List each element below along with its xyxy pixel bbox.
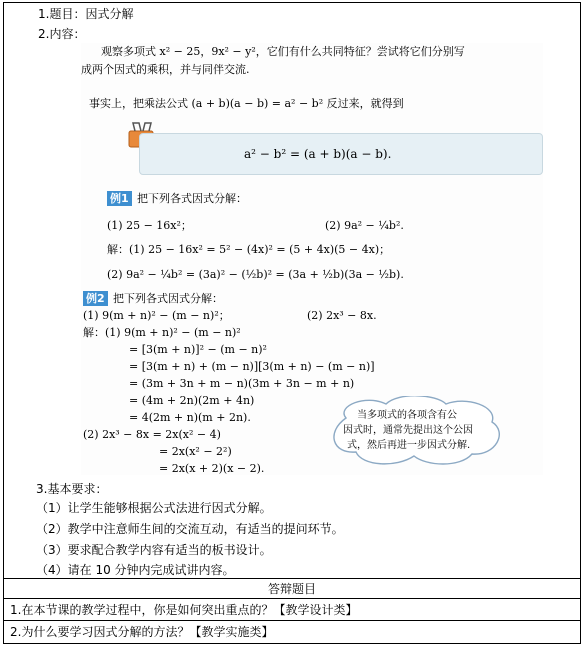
defense-question-1: 1.在本节课的教学过程中，你是如何突出重点的？【教学设计类】	[4, 600, 580, 621]
fact-line: 事实上，把乘法公式 (a + b)(a − b) = a² − b² 反过来，就得到	[89, 97, 404, 110]
formula-box	[139, 133, 543, 175]
example-2-solution-2: = [3(m + n)]² − (m − n)²	[129, 343, 267, 356]
content-label: 2.内容：	[38, 27, 86, 41]
cloud-line-2: 因式时，通常先提出这个公因	[343, 425, 473, 436]
document-table	[3, 2, 581, 644]
example-2-solution-5: = (4m + 2n)(2m + 4n)	[129, 394, 255, 407]
requirement-item: （1）让学生能够根据公式法进行因式分解。	[36, 501, 272, 515]
topic-line: 1.题目：因式分解	[38, 7, 134, 21]
example-1-q1: (1) 25 − 16x²；	[107, 219, 192, 232]
example-2-q1: (1) 9(m + n)² − (m − n)²；	[83, 309, 230, 322]
defense-header: 答辩题目	[4, 580, 580, 599]
example-2-solution-3: = [3(m + n) + (m − n)][3(m + n) − (m − n)]	[129, 360, 375, 373]
requirement-item: （4）请在 10 分钟内完成试讲内容。	[36, 563, 235, 577]
example-1-solution-1: 解：(1) 25 − 16x² = 5² − (4x)² = (5 + 4x)(5 − 4x)；	[107, 243, 391, 256]
example-1-tag: 例1	[107, 191, 132, 206]
example-2-solution-8: = 2x(x² − 2²)	[159, 445, 232, 458]
example-1-title: 把下列各式因式分解：	[137, 192, 247, 205]
example-2-solution-1: 解：(1) 9(m + n)² − (m − n)²	[83, 326, 241, 339]
requirements-title: 3.基本要求：	[36, 482, 108, 496]
requirement-item: （3）要求配合教学内容有适当的板书设计。	[36, 543, 272, 557]
example-1-q2: (2) 9a² − ¼b².	[325, 219, 404, 232]
example-2-solution-7: (2) 2x³ − 8x = 2x(x² − 4)	[83, 428, 221, 441]
cloud-line-1: 当多项式的各项含有公	[357, 410, 457, 421]
requirement-item: （2）教学中注意师生间的交流互动，有适当的提问环节。	[36, 522, 344, 536]
defense-question-2: 2.为什么要学习因式分解的方法？【教学实施类】	[10, 625, 274, 639]
example-2-solution-6: = 4(2m + n)(m + 2n).	[129, 411, 251, 424]
intro-line-1: 观察多项式 x² − 25，9x² − y²，它们有什么共同特征？尝试将它们分别写	[101, 45, 465, 58]
example-2-title: 把下列各式因式分解：	[113, 292, 223, 305]
example-2-solution-4: = (3m + 3n + m − n)(3m + 3n − m + n)	[129, 377, 355, 390]
cloud-line-3: 式，然后再进一步因式分解.	[347, 440, 471, 451]
example-2-q2: (2) 2x³ − 8x.	[307, 309, 377, 322]
example-2-tag: 例2	[83, 291, 108, 306]
formula-text: a² − b² = (a + b)(a − b).	[244, 147, 392, 161]
example-2-solution-9: = 2x(x + 2)(x − 2).	[159, 462, 265, 475]
example-1-solution-2: (2) 9a² − ¼b² = (3a)² − (½b)² = (3a + ½b)(3a − ½b).	[107, 268, 404, 281]
textbook-scan	[81, 43, 543, 475]
content-cell	[4, 3, 580, 579]
intro-line-2: 成两个因式的乘积，并与同伴交流.	[81, 63, 250, 76]
